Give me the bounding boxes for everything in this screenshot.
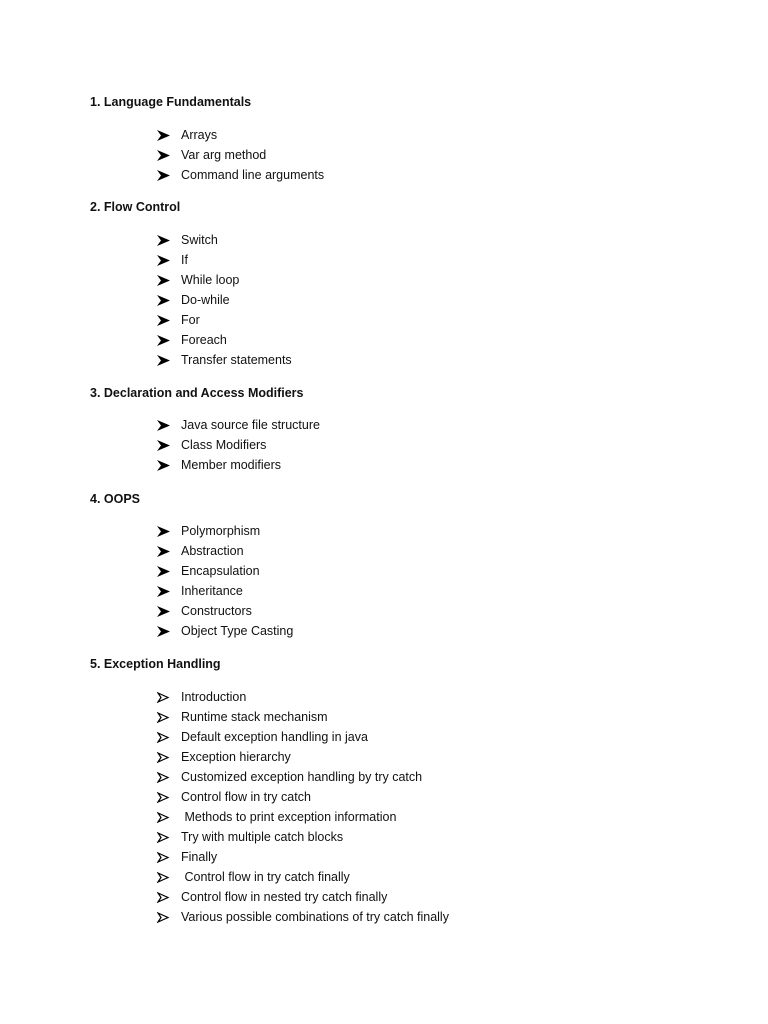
arrowhead-bullet-icon xyxy=(157,832,170,843)
list-item-text: Polymorphism xyxy=(181,524,261,538)
list-item-text: Control flow in nested try catch finally xyxy=(181,890,388,904)
arrowhead-bullet-icon xyxy=(157,872,170,883)
list-item xyxy=(157,165,324,185)
list-item xyxy=(157,230,292,250)
list-item xyxy=(157,727,449,747)
arrowhead-bullet-icon xyxy=(157,732,170,743)
list-item xyxy=(157,907,449,927)
list-item xyxy=(157,290,292,310)
list-item-text: Encapsulation xyxy=(181,564,260,578)
list-item xyxy=(157,747,449,767)
arrowhead-bullet-icon xyxy=(157,460,170,471)
arrowhead-bullet-icon xyxy=(157,526,170,537)
arrowhead-bullet-icon xyxy=(157,355,170,366)
list-item xyxy=(157,350,292,370)
list-item-text: Try with multiple catch blocks xyxy=(181,830,344,844)
list-item-text: While loop xyxy=(181,273,240,287)
arrowhead-bullet-icon xyxy=(157,420,170,431)
list-item xyxy=(157,621,293,641)
arrowhead-bullet-icon xyxy=(157,150,170,161)
list-item-text: Arrays xyxy=(181,128,218,142)
list-item-text: Transfer statements xyxy=(181,353,292,367)
list-item xyxy=(157,250,292,270)
list-item-text: Finally xyxy=(181,850,218,864)
arrowhead-bullet-icon xyxy=(157,626,170,637)
arrowhead-bullet-icon xyxy=(157,566,170,577)
list-item xyxy=(157,521,293,541)
arrowhead-bullet-icon xyxy=(157,812,170,823)
list-item xyxy=(157,581,293,601)
arrowhead-bullet-icon xyxy=(157,912,170,923)
section-heading: 3. Declaration and Access Modifiers xyxy=(90,386,304,400)
arrowhead-bullet-icon xyxy=(157,546,170,557)
list-item-text: Methods to print exception information xyxy=(181,810,397,824)
arrowhead-bullet-icon xyxy=(157,892,170,903)
list-item-text: Switch xyxy=(181,233,218,247)
list-item xyxy=(157,887,449,907)
list-item xyxy=(157,707,449,727)
list-item-text: Default exception handling in java xyxy=(181,730,368,744)
list-item xyxy=(157,827,449,847)
section-heading: 4. OOPS xyxy=(90,492,141,506)
section-heading: 1. Language Fundamentals xyxy=(90,95,252,109)
list-item-text: Abstraction xyxy=(181,544,244,558)
list-item-text: Customized exception handling by try catch xyxy=(181,770,423,784)
list-item xyxy=(157,455,320,475)
list-item xyxy=(157,867,449,887)
list-item xyxy=(157,687,449,707)
bullet-list xyxy=(157,687,449,927)
section-exception-handling xyxy=(90,656,730,924)
bullet-list xyxy=(157,125,324,185)
list-item-text: Var arg method xyxy=(181,148,267,162)
list-item-text: Java source file structure xyxy=(181,418,320,432)
list-item xyxy=(157,561,293,581)
list-item xyxy=(157,541,293,561)
arrowhead-bullet-icon xyxy=(157,692,170,703)
list-item-text: Introduction xyxy=(181,690,247,704)
section-oops xyxy=(90,491,730,638)
list-item-text: Do-while xyxy=(181,293,230,307)
arrowhead-bullet-icon xyxy=(157,440,170,451)
list-item-text: Exception hierarchy xyxy=(181,750,291,764)
arrowhead-bullet-icon xyxy=(157,712,170,723)
section-declaration-access-modifiers xyxy=(90,385,730,472)
list-item-text: Foreach xyxy=(181,333,227,347)
list-item-text: Runtime stack mechanism xyxy=(181,710,328,724)
list-item-text: Member modifiers xyxy=(181,458,282,472)
arrowhead-bullet-icon xyxy=(157,335,170,346)
list-item-text: Inheritance xyxy=(181,584,243,598)
list-item-text: Command line arguments xyxy=(181,168,325,182)
section-heading: 2. Flow Control xyxy=(90,200,181,214)
list-item xyxy=(157,601,293,621)
section-heading: 5. Exception Handling xyxy=(90,657,221,671)
list-item-text: Various possible combinations of try catch finally xyxy=(181,910,449,924)
arrowhead-bullet-icon xyxy=(157,295,170,306)
bullet-list xyxy=(157,521,293,641)
list-item-text: Constructors xyxy=(181,604,252,618)
arrowhead-bullet-icon xyxy=(157,315,170,326)
list-item-text: For xyxy=(181,313,200,327)
list-item xyxy=(157,847,449,867)
arrowhead-bullet-icon xyxy=(157,606,170,617)
list-item xyxy=(157,310,292,330)
arrowhead-bullet-icon xyxy=(157,586,170,597)
bullet-list xyxy=(157,415,320,475)
list-item xyxy=(157,787,449,807)
arrowhead-bullet-icon xyxy=(157,792,170,803)
list-item-text: Object Type Casting xyxy=(181,624,294,638)
list-item-text: Class Modifiers xyxy=(181,438,267,452)
arrowhead-bullet-icon xyxy=(157,852,170,863)
arrowhead-bullet-icon xyxy=(157,255,170,266)
bullet-list xyxy=(157,230,292,370)
list-item xyxy=(157,330,292,350)
arrowhead-bullet-icon xyxy=(157,235,170,246)
section-language-fundamentals xyxy=(90,94,730,182)
list-item-text: Control flow in try catch finally xyxy=(181,870,350,884)
arrowhead-bullet-icon xyxy=(157,772,170,783)
list-item xyxy=(157,435,320,455)
list-item xyxy=(157,125,324,145)
list-item xyxy=(157,145,324,165)
list-item xyxy=(157,415,320,435)
list-item xyxy=(157,270,292,290)
arrowhead-bullet-icon xyxy=(157,275,170,286)
section-flow-control xyxy=(90,199,730,367)
list-item-text: Control flow in try catch xyxy=(181,790,311,804)
list-item xyxy=(157,767,449,787)
arrowhead-bullet-icon xyxy=(157,170,170,181)
arrowhead-bullet-icon xyxy=(157,130,170,141)
list-item-text: If xyxy=(181,253,188,267)
arrowhead-bullet-icon xyxy=(157,752,170,763)
list-item xyxy=(157,807,449,827)
